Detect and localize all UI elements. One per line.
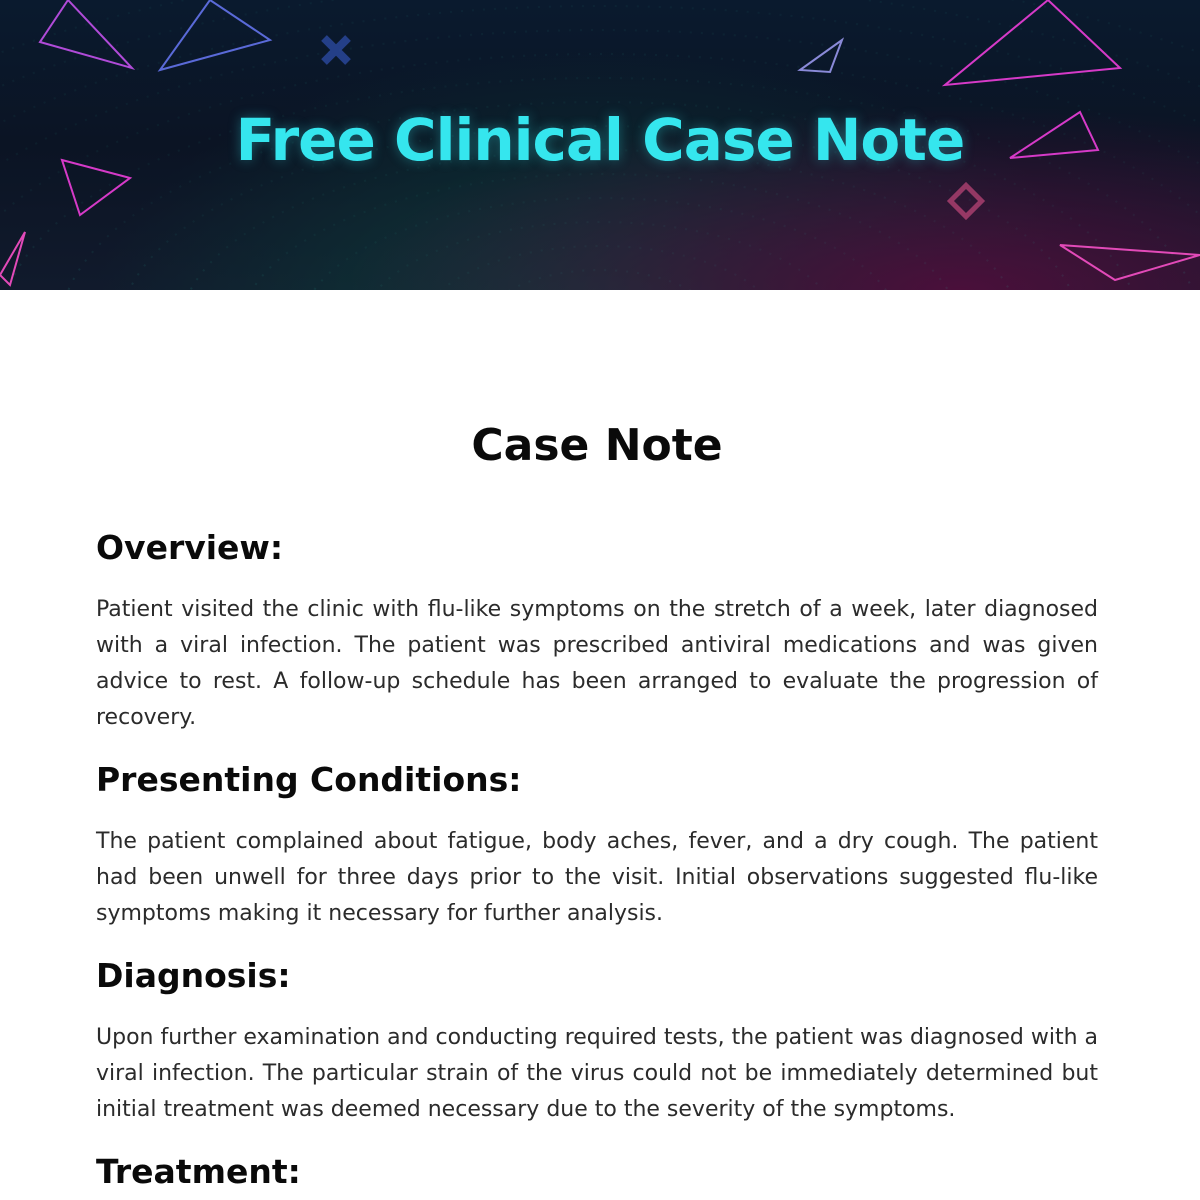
section-heading: Diagnosis: (96, 956, 291, 995)
section-heading: Overview: (96, 528, 284, 567)
section-treatment (96, 1150, 1098, 1194)
header-banner (0, 0, 1200, 290)
section-diagnosis (96, 954, 1098, 1128)
banner-title: Free Clinical Case Note (235, 106, 965, 174)
section-heading: Treatment: (96, 1152, 301, 1191)
section-presenting-conditions (96, 758, 1098, 932)
section-body: Upon further examination and conducting required tests, the patient was diagnosed with a viral infection. The particular strain of the virus could not be immediately determined but initial treatment was deemed necessary due to the severity of the symptoms. (96, 1025, 1098, 1122)
dotted-arc (420, 246, 780, 290)
decor-diamond (950, 185, 981, 216)
document-body (96, 410, 1098, 1200)
section-body: The patient complained about fatigue, body aches, fever, and a dry cough. The patient had been unwell for three days prior to the visit. Initial observations suggested flu-like symptoms making it necessary for further analysis. (96, 829, 1098, 926)
dotted-arc (360, 222, 840, 290)
section-body: Patient visited the clinic with flu-like symptoms on the stretch of a week, later diagnosed with a viral infection. The patient was prescribed antiviral medications and was given advice to rest. A follow-up schedule has been arranged to evaluate the progression of recovery. (96, 597, 1098, 730)
dotted-arc (300, 198, 900, 290)
dotted-arc (480, 270, 720, 290)
decor-cross (324, 38, 348, 62)
section-heading: Presenting Conditions: (96, 760, 522, 799)
section-overview (96, 526, 1098, 736)
dotted-arc (240, 174, 960, 290)
document-title: Case Note (471, 420, 723, 471)
